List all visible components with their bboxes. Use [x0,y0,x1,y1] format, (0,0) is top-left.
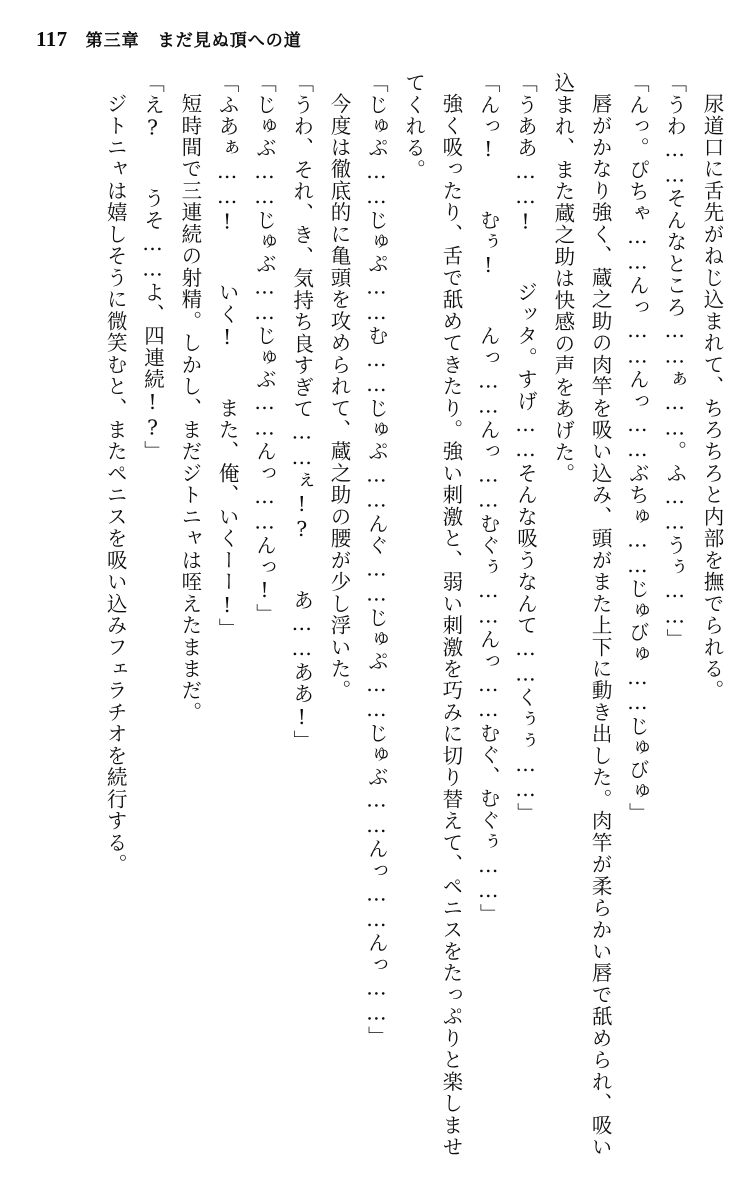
paragraph: 「んっ。ぴちゃ……んっ……んっ……ぶちゅ……じゅびゅ……じゅびゅ」 [625,72,650,825]
paragraph: 「ふあぁ……! いく! また、俺、いくーー!」 [215,72,240,640]
paragraph: 「え? うそ……よ、四連続!?」 [140,72,165,463]
paragraph: 「うああ……! ジッタ。すげ……そんな吸うなんて……くぅぅ……」 [513,72,538,825]
paragraph: 今度は徹底的に亀頭を攻められて、蔵之助の腰が少し浮いた。 [327,92,352,701]
paragraph: 「んっ! むぅ! んっ……んっ……むぐぅ……んっ……むぐ、むぐぅ……」 [476,72,501,926]
paragraph: 「うわ、それ、き、気持ち良すぎて……ぇ!? あ……ああ!」 [289,72,314,752]
chapter-label: 第三章 [85,31,140,50]
paragraph: 「じゅぶ……じゅぶ……じゅぶ……んっ……んっ!」 [252,72,277,626]
paragraph: 短時間で三連続の射精。しかし、まだジトニャは咥えたままだ。 [177,92,202,723]
page-number: 117 [36,27,68,51]
running-head [36,26,716,56]
paragraph: 「うわ……そんなところ……ぁ……。ふ……うぅ……」 [662,72,687,651]
paragraph: 強く吸ったり、舌で舐めてきたり。強い刺激と、弱い刺激を巧みに切り替えて、ペニスをたっぷりと楽しませてくれる。 [401,72,463,1158]
paragraph: 尿道口に舌先がねじ込まれて、ちろちろと内部を撫でられる。 [700,92,724,701]
paragraph: ジトニャは嬉しそうに微笑むと、またペニスを吸い込みフェラチオを続行する。 [103,92,128,875]
chapter-title: まだ見ぬ頂への道 [157,31,302,50]
vertical-text-block [30,72,730,1162]
paragraph: 唇がかなり強く、蔵之助の肉竿を吸い込み、頭がまた上下に動き出した。肉竿が柔らかい唇で舐められ、吸い込まれ、また蔵之助は快感の声をあげた。 [550,72,613,1158]
paragraph: 「じゅぷ……じゅぷ……む……じゅぷ……んぐ……じゅぷ……じゅぶ……んっ……んっ……」 [364,72,389,1048]
page-body [30,72,730,1176]
